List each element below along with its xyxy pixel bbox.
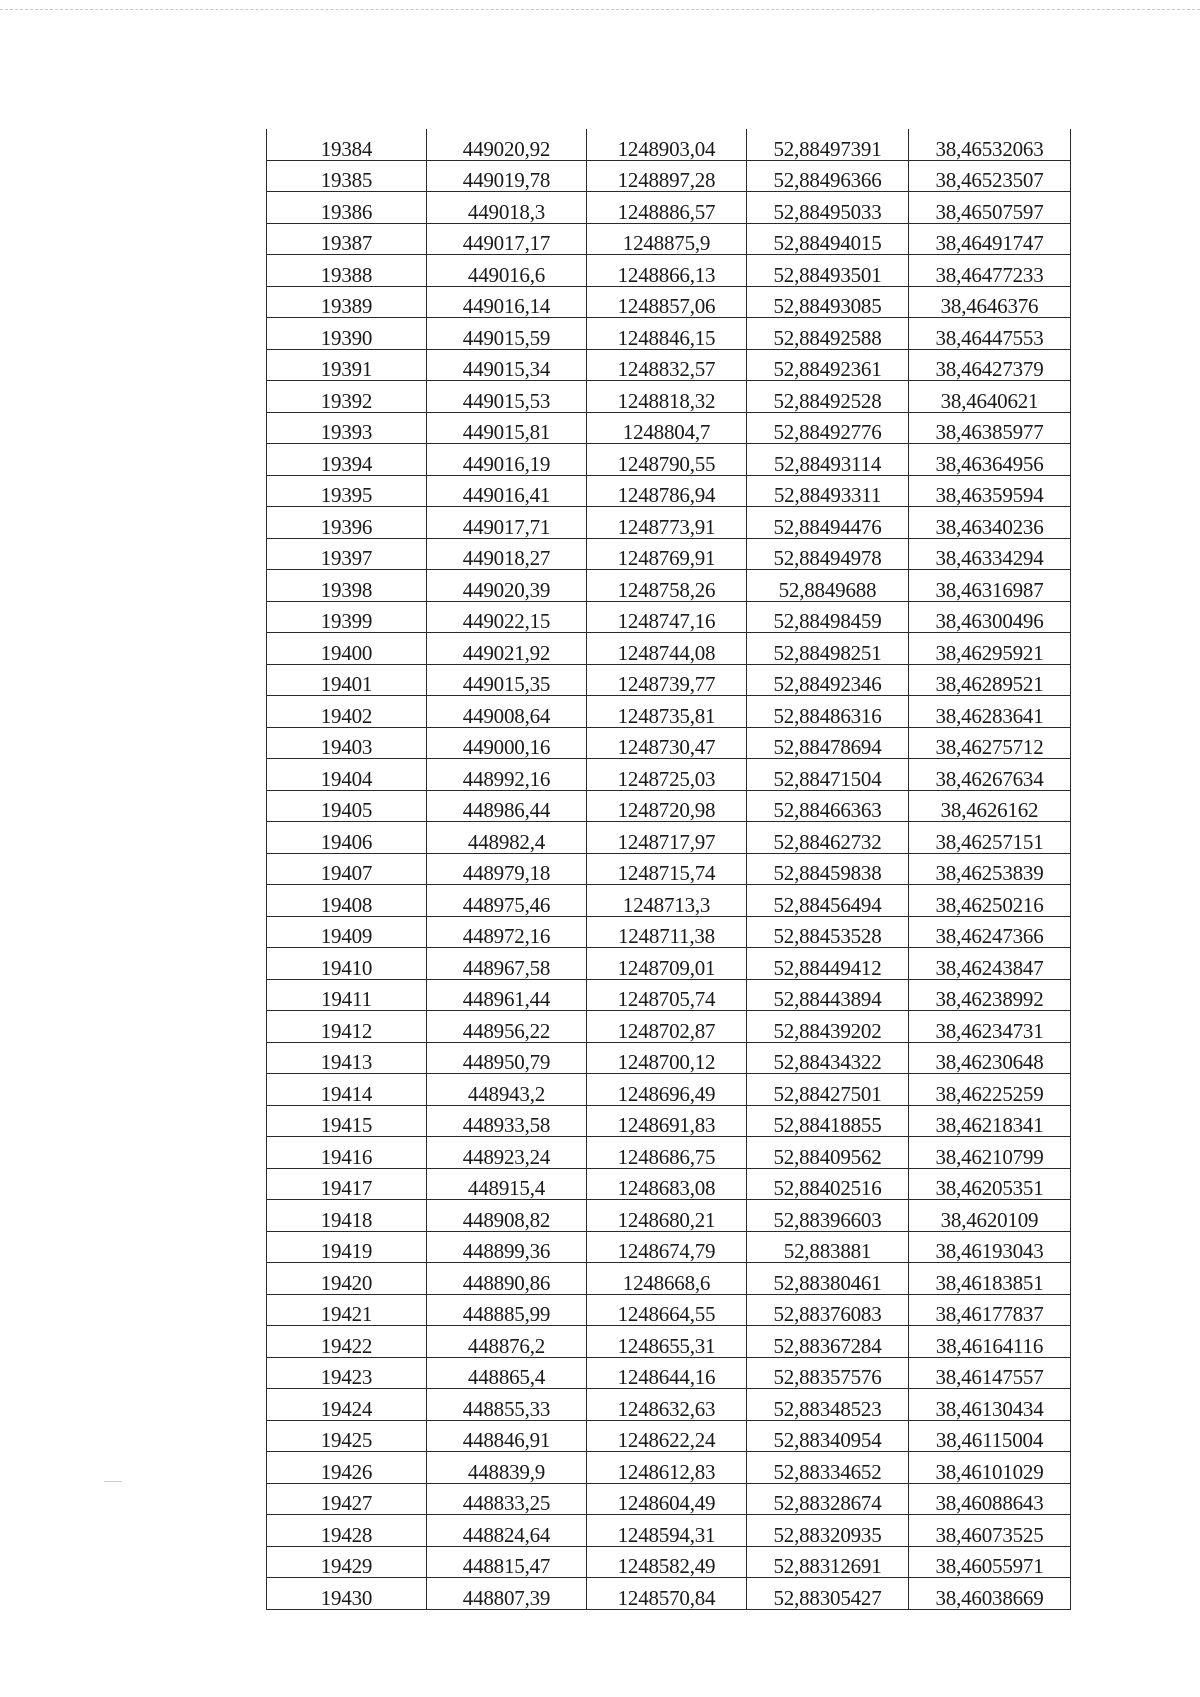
table-row xyxy=(267,790,1071,822)
latitude-cell: 52,88494476 xyxy=(747,507,909,539)
x-coordinate-cell: 449016,19 xyxy=(427,444,587,476)
table-row xyxy=(267,1231,1071,1263)
x-coordinate-cell: 449018,3 xyxy=(427,192,587,224)
y-coordinate-cell: 1248720,98 xyxy=(587,790,747,822)
x-coordinate-cell: 448876,2 xyxy=(427,1326,587,1358)
point-number-cell: 19416 xyxy=(267,1137,427,1169)
table-row xyxy=(267,412,1071,444)
longitude-cell: 38,46177837 xyxy=(909,1294,1071,1326)
longitude-cell: 38,46283641 xyxy=(909,696,1071,728)
longitude-cell: 38,46295921 xyxy=(909,633,1071,665)
table-row xyxy=(267,1137,1071,1169)
coordinates-table xyxy=(266,129,1071,1610)
point-number-cell: 19405 xyxy=(267,790,427,822)
x-coordinate-cell: 449019,78 xyxy=(427,160,587,192)
point-number-cell: 19384 xyxy=(267,129,427,160)
latitude-cell: 52,88402516 xyxy=(747,1168,909,1200)
table-row xyxy=(267,349,1071,381)
latitude-cell: 52,88453528 xyxy=(747,916,909,948)
x-coordinate-cell: 449021,92 xyxy=(427,633,587,665)
latitude-cell: 52,88492776 xyxy=(747,412,909,444)
longitude-cell: 38,46532063 xyxy=(909,129,1071,160)
table-row xyxy=(267,444,1071,476)
table-row xyxy=(267,475,1071,507)
latitude-cell: 52,88492361 xyxy=(747,349,909,381)
table-row xyxy=(267,1294,1071,1326)
longitude-cell: 38,46316987 xyxy=(909,570,1071,602)
table-row xyxy=(267,853,1071,885)
y-coordinate-cell: 1248857,06 xyxy=(587,286,747,318)
point-number-cell: 19399 xyxy=(267,601,427,633)
x-coordinate-cell: 449020,92 xyxy=(427,129,587,160)
longitude-cell: 38,46247366 xyxy=(909,916,1071,948)
longitude-cell: 38,46300496 xyxy=(909,601,1071,633)
x-coordinate-cell: 449008,64 xyxy=(427,696,587,728)
table-row xyxy=(267,1420,1071,1452)
y-coordinate-cell: 1248875,9 xyxy=(587,223,747,255)
table-row xyxy=(267,948,1071,980)
y-coordinate-cell: 1248700,12 xyxy=(587,1042,747,1074)
x-coordinate-cell: 448975,46 xyxy=(427,885,587,917)
y-coordinate-cell: 1248886,57 xyxy=(587,192,747,224)
x-coordinate-cell: 448933,58 xyxy=(427,1105,587,1137)
table-row xyxy=(267,979,1071,1011)
longitude-cell: 38,46183851 xyxy=(909,1263,1071,1295)
y-coordinate-cell: 1248744,08 xyxy=(587,633,747,665)
point-number-cell: 19388 xyxy=(267,255,427,287)
x-coordinate-cell: 448950,79 xyxy=(427,1042,587,1074)
point-number-cell: 19422 xyxy=(267,1326,427,1358)
x-coordinate-cell: 448855,33 xyxy=(427,1389,587,1421)
y-coordinate-cell: 1248709,01 xyxy=(587,948,747,980)
latitude-cell: 52,88443894 xyxy=(747,979,909,1011)
point-number-cell: 19387 xyxy=(267,223,427,255)
longitude-cell: 38,46385977 xyxy=(909,412,1071,444)
x-coordinate-cell: 449015,35 xyxy=(427,664,587,696)
longitude-cell: 38,46230648 xyxy=(909,1042,1071,1074)
longitude-cell: 38,46073525 xyxy=(909,1515,1071,1547)
x-coordinate-cell: 448908,82 xyxy=(427,1200,587,1232)
longitude-cell: 38,46218341 xyxy=(909,1105,1071,1137)
y-coordinate-cell: 1248680,21 xyxy=(587,1200,747,1232)
x-coordinate-cell: 448824,64 xyxy=(427,1515,587,1547)
table-row xyxy=(267,885,1071,917)
table-row xyxy=(267,255,1071,287)
y-coordinate-cell: 1248668,6 xyxy=(587,1263,747,1295)
longitude-cell: 38,46115004 xyxy=(909,1420,1071,1452)
latitude-cell: 52,88466363 xyxy=(747,790,909,822)
scan-edge-line xyxy=(0,9,1200,10)
y-coordinate-cell: 1248570,84 xyxy=(587,1578,747,1610)
latitude-cell: 52,88434322 xyxy=(747,1042,909,1074)
y-coordinate-cell: 1248747,16 xyxy=(587,601,747,633)
latitude-cell: 52,88494015 xyxy=(747,223,909,255)
point-number-cell: 19407 xyxy=(267,853,427,885)
point-number-cell: 19389 xyxy=(267,286,427,318)
y-coordinate-cell: 1248594,31 xyxy=(587,1515,747,1547)
x-coordinate-cell: 448846,91 xyxy=(427,1420,587,1452)
x-coordinate-cell: 448807,39 xyxy=(427,1578,587,1610)
point-number-cell: 19426 xyxy=(267,1452,427,1484)
latitude-cell: 52,88493501 xyxy=(747,255,909,287)
longitude-cell: 38,46147557 xyxy=(909,1357,1071,1389)
table-row xyxy=(267,1483,1071,1515)
point-number-cell: 19404 xyxy=(267,759,427,791)
latitude-cell: 52,88486316 xyxy=(747,696,909,728)
longitude-cell: 38,46507597 xyxy=(909,192,1071,224)
point-number-cell: 19424 xyxy=(267,1389,427,1421)
latitude-cell: 52,88493114 xyxy=(747,444,909,476)
point-number-cell: 19414 xyxy=(267,1074,427,1106)
latitude-cell: 52,88439202 xyxy=(747,1011,909,1043)
y-coordinate-cell: 1248786,94 xyxy=(587,475,747,507)
latitude-cell: 52,88456494 xyxy=(747,885,909,917)
x-coordinate-cell: 449017,71 xyxy=(427,507,587,539)
x-coordinate-cell: 448979,18 xyxy=(427,853,587,885)
table-row xyxy=(267,570,1071,602)
y-coordinate-cell: 1248790,55 xyxy=(587,444,747,476)
y-coordinate-cell: 1248683,08 xyxy=(587,1168,747,1200)
longitude-cell: 38,46130434 xyxy=(909,1389,1071,1421)
y-coordinate-cell: 1248769,91 xyxy=(587,538,747,570)
longitude-cell: 38,4640621 xyxy=(909,381,1071,413)
table-row xyxy=(267,538,1071,570)
x-coordinate-cell: 448961,44 xyxy=(427,979,587,1011)
longitude-cell: 38,46238992 xyxy=(909,979,1071,1011)
y-coordinate-cell: 1248655,31 xyxy=(587,1326,747,1358)
y-coordinate-cell: 1248717,97 xyxy=(587,822,747,854)
x-coordinate-cell: 448915,4 xyxy=(427,1168,587,1200)
longitude-cell: 38,46253839 xyxy=(909,853,1071,885)
latitude-cell: 52,88493085 xyxy=(747,286,909,318)
point-number-cell: 19395 xyxy=(267,475,427,507)
table-row xyxy=(267,696,1071,728)
x-coordinate-cell: 449020,39 xyxy=(427,570,587,602)
longitude-cell: 38,46205351 xyxy=(909,1168,1071,1200)
longitude-cell: 38,46289521 xyxy=(909,664,1071,696)
longitude-cell: 38,46088643 xyxy=(909,1483,1071,1515)
x-coordinate-cell: 449018,27 xyxy=(427,538,587,570)
x-coordinate-cell: 448986,44 xyxy=(427,790,587,822)
table-row xyxy=(267,1452,1071,1484)
latitude-cell: 52,88328674 xyxy=(747,1483,909,1515)
longitude-cell: 38,46210799 xyxy=(909,1137,1071,1169)
latitude-cell: 52,88305427 xyxy=(747,1578,909,1610)
longitude-cell: 38,46359594 xyxy=(909,475,1071,507)
x-coordinate-cell: 448815,47 xyxy=(427,1546,587,1578)
y-coordinate-cell: 1248715,74 xyxy=(587,853,747,885)
y-coordinate-cell: 1248730,47 xyxy=(587,727,747,759)
latitude-cell: 52,88418855 xyxy=(747,1105,909,1137)
longitude-cell: 38,46427379 xyxy=(909,349,1071,381)
longitude-cell: 38,46055971 xyxy=(909,1546,1071,1578)
latitude-cell: 52,88497391 xyxy=(747,129,909,160)
x-coordinate-cell: 448992,16 xyxy=(427,759,587,791)
table-row xyxy=(267,1042,1071,1074)
y-coordinate-cell: 1248897,28 xyxy=(587,160,747,192)
longitude-cell: 38,46340236 xyxy=(909,507,1071,539)
y-coordinate-cell: 1248674,79 xyxy=(587,1231,747,1263)
latitude-cell: 52,88312691 xyxy=(747,1546,909,1578)
longitude-cell: 38,46234731 xyxy=(909,1011,1071,1043)
y-coordinate-cell: 1248866,13 xyxy=(587,255,747,287)
latitude-cell: 52,88340954 xyxy=(747,1420,909,1452)
x-coordinate-cell: 449015,53 xyxy=(427,381,587,413)
table-row xyxy=(267,759,1071,791)
x-coordinate-cell: 448865,4 xyxy=(427,1357,587,1389)
point-number-cell: 19403 xyxy=(267,727,427,759)
latitude-cell: 52,88462732 xyxy=(747,822,909,854)
y-coordinate-cell: 1248739,77 xyxy=(587,664,747,696)
latitude-cell: 52,88471504 xyxy=(747,759,909,791)
point-number-cell: 19409 xyxy=(267,916,427,948)
x-coordinate-cell: 448956,22 xyxy=(427,1011,587,1043)
longitude-cell: 38,46364956 xyxy=(909,444,1071,476)
x-coordinate-cell: 449022,15 xyxy=(427,601,587,633)
longitude-cell: 38,4626162 xyxy=(909,790,1071,822)
table-row xyxy=(267,1357,1071,1389)
latitude-cell: 52,88380461 xyxy=(747,1263,909,1295)
point-number-cell: 19410 xyxy=(267,948,427,980)
y-coordinate-cell: 1248632,63 xyxy=(587,1389,747,1421)
x-coordinate-cell: 449015,81 xyxy=(427,412,587,444)
point-number-cell: 19393 xyxy=(267,412,427,444)
x-coordinate-cell: 449000,16 xyxy=(427,727,587,759)
y-coordinate-cell: 1248702,87 xyxy=(587,1011,747,1043)
longitude-cell: 38,46477233 xyxy=(909,255,1071,287)
x-coordinate-cell: 448943,2 xyxy=(427,1074,587,1106)
latitude-cell: 52,88495033 xyxy=(747,192,909,224)
y-coordinate-cell: 1248696,49 xyxy=(587,1074,747,1106)
point-number-cell: 19421 xyxy=(267,1294,427,1326)
x-coordinate-cell: 449015,34 xyxy=(427,349,587,381)
latitude-cell: 52,88493311 xyxy=(747,475,909,507)
longitude-cell: 38,46225259 xyxy=(909,1074,1071,1106)
point-number-cell: 19394 xyxy=(267,444,427,476)
x-coordinate-cell: 448972,16 xyxy=(427,916,587,948)
longitude-cell: 38,46267634 xyxy=(909,759,1071,791)
point-number-cell: 19401 xyxy=(267,664,427,696)
table-row xyxy=(267,1105,1071,1137)
latitude-cell: 52,88449412 xyxy=(747,948,909,980)
latitude-cell: 52,88498459 xyxy=(747,601,909,633)
y-coordinate-cell: 1248705,74 xyxy=(587,979,747,1011)
point-number-cell: 19428 xyxy=(267,1515,427,1547)
latitude-cell: 52,88357576 xyxy=(747,1357,909,1389)
table-row xyxy=(267,160,1071,192)
x-coordinate-cell: 448982,4 xyxy=(427,822,587,854)
point-number-cell: 19402 xyxy=(267,696,427,728)
longitude-cell: 38,46257151 xyxy=(909,822,1071,854)
point-number-cell: 19415 xyxy=(267,1105,427,1137)
latitude-cell: 52,88409562 xyxy=(747,1137,909,1169)
y-coordinate-cell: 1248832,57 xyxy=(587,349,747,381)
y-coordinate-cell: 1248622,24 xyxy=(587,1420,747,1452)
latitude-cell: 52,88494978 xyxy=(747,538,909,570)
latitude-cell: 52,88320935 xyxy=(747,1515,909,1547)
latitude-cell: 52,88492346 xyxy=(747,664,909,696)
table-row xyxy=(267,1546,1071,1578)
latitude-cell: 52,88492528 xyxy=(747,381,909,413)
x-coordinate-cell: 448885,99 xyxy=(427,1294,587,1326)
table-row xyxy=(267,1578,1071,1610)
point-number-cell: 19412 xyxy=(267,1011,427,1043)
longitude-cell: 38,46334294 xyxy=(909,538,1071,570)
latitude-cell: 52,88376083 xyxy=(747,1294,909,1326)
coordinates-table-body xyxy=(267,129,1071,1609)
y-coordinate-cell: 1248804,7 xyxy=(587,412,747,444)
y-coordinate-cell: 1248725,03 xyxy=(587,759,747,791)
x-coordinate-cell: 448923,24 xyxy=(427,1137,587,1169)
latitude-cell: 52,88367284 xyxy=(747,1326,909,1358)
x-coordinate-cell: 448833,25 xyxy=(427,1483,587,1515)
longitude-cell: 38,46038669 xyxy=(909,1578,1071,1610)
table-row xyxy=(267,1263,1071,1295)
y-coordinate-cell: 1248664,55 xyxy=(587,1294,747,1326)
table-row xyxy=(267,1326,1071,1358)
latitude-cell: 52,88496366 xyxy=(747,160,909,192)
y-coordinate-cell: 1248644,16 xyxy=(587,1357,747,1389)
latitude-cell: 52,88478694 xyxy=(747,727,909,759)
table-row xyxy=(267,507,1071,539)
table-row xyxy=(267,1200,1071,1232)
latitude-cell: 52,883881 xyxy=(747,1231,909,1263)
point-number-cell: 19429 xyxy=(267,1546,427,1578)
table-row xyxy=(267,223,1071,255)
point-number-cell: 19406 xyxy=(267,822,427,854)
x-coordinate-cell: 448899,36 xyxy=(427,1231,587,1263)
table-row xyxy=(267,633,1071,665)
point-number-cell: 19400 xyxy=(267,633,427,665)
point-number-cell: 19425 xyxy=(267,1420,427,1452)
table-row xyxy=(267,1074,1071,1106)
point-number-cell: 19427 xyxy=(267,1483,427,1515)
point-number-cell: 19391 xyxy=(267,349,427,381)
point-number-cell: 19390 xyxy=(267,318,427,350)
table-row xyxy=(267,318,1071,350)
point-number-cell: 19420 xyxy=(267,1263,427,1295)
table-row xyxy=(267,822,1071,854)
table-row xyxy=(267,1168,1071,1200)
y-coordinate-cell: 1248773,91 xyxy=(587,507,747,539)
y-coordinate-cell: 1248713,3 xyxy=(587,885,747,917)
table-row xyxy=(267,1389,1071,1421)
x-coordinate-cell: 448890,86 xyxy=(427,1263,587,1295)
longitude-cell: 38,46447553 xyxy=(909,318,1071,350)
latitude-cell: 52,8849688 xyxy=(747,570,909,602)
point-number-cell: 19392 xyxy=(267,381,427,413)
point-number-cell: 19418 xyxy=(267,1200,427,1232)
point-number-cell: 19386 xyxy=(267,192,427,224)
longitude-cell: 38,46523507 xyxy=(909,160,1071,192)
longitude-cell: 38,4646376 xyxy=(909,286,1071,318)
longitude-cell: 38,46275712 xyxy=(909,727,1071,759)
x-coordinate-cell: 449017,17 xyxy=(427,223,587,255)
longitude-cell: 38,46250216 xyxy=(909,885,1071,917)
table-row xyxy=(267,286,1071,318)
y-coordinate-cell: 1248818,32 xyxy=(587,381,747,413)
table-row xyxy=(267,727,1071,759)
y-coordinate-cell: 1248758,26 xyxy=(587,570,747,602)
latitude-cell: 52,88334652 xyxy=(747,1452,909,1484)
latitude-cell: 52,88427501 xyxy=(747,1074,909,1106)
point-number-cell: 19398 xyxy=(267,570,427,602)
latitude-cell: 52,88459838 xyxy=(747,853,909,885)
point-number-cell: 19423 xyxy=(267,1357,427,1389)
point-number-cell: 19385 xyxy=(267,160,427,192)
longitude-cell: 38,4620109 xyxy=(909,1200,1071,1232)
table-row xyxy=(267,129,1071,160)
y-coordinate-cell: 1248691,83 xyxy=(587,1105,747,1137)
table-row xyxy=(267,381,1071,413)
latitude-cell: 52,88498251 xyxy=(747,633,909,665)
longitude-cell: 38,46101029 xyxy=(909,1452,1071,1484)
x-coordinate-cell: 448967,58 xyxy=(427,948,587,980)
latitude-cell: 52,88396603 xyxy=(747,1200,909,1232)
x-coordinate-cell: 449016,41 xyxy=(427,475,587,507)
point-number-cell: 19419 xyxy=(267,1231,427,1263)
latitude-cell: 52,88492588 xyxy=(747,318,909,350)
y-coordinate-cell: 1248711,38 xyxy=(587,916,747,948)
table-row xyxy=(267,664,1071,696)
table-row xyxy=(267,601,1071,633)
x-coordinate-cell: 449016,6 xyxy=(427,255,587,287)
x-coordinate-cell: 449015,59 xyxy=(427,318,587,350)
y-coordinate-cell: 1248582,49 xyxy=(587,1546,747,1578)
latitude-cell: 52,88348523 xyxy=(747,1389,909,1421)
point-number-cell: 19411 xyxy=(267,979,427,1011)
point-number-cell: 19413 xyxy=(267,1042,427,1074)
longitude-cell: 38,46243847 xyxy=(909,948,1071,980)
x-coordinate-cell: 448839,9 xyxy=(427,1452,587,1484)
table-row xyxy=(267,916,1071,948)
table-row xyxy=(267,1515,1071,1547)
longitude-cell: 38,46164116 xyxy=(909,1326,1071,1358)
y-coordinate-cell: 1248604,49 xyxy=(587,1483,747,1515)
y-coordinate-cell: 1248903,04 xyxy=(587,129,747,160)
x-coordinate-cell: 449016,14 xyxy=(427,286,587,318)
longitude-cell: 38,46193043 xyxy=(909,1231,1071,1263)
point-number-cell: 19397 xyxy=(267,538,427,570)
point-number-cell: 19430 xyxy=(267,1578,427,1610)
table-row xyxy=(267,192,1071,224)
y-coordinate-cell: 1248846,15 xyxy=(587,318,747,350)
point-number-cell: 19396 xyxy=(267,507,427,539)
table-row xyxy=(267,1011,1071,1043)
y-coordinate-cell: 1248735,81 xyxy=(587,696,747,728)
point-number-cell: 19408 xyxy=(267,885,427,917)
point-number-cell: 19417 xyxy=(267,1168,427,1200)
margin-mark xyxy=(104,1481,122,1482)
longitude-cell: 38,46491747 xyxy=(909,223,1071,255)
y-coordinate-cell: 1248686,75 xyxy=(587,1137,747,1169)
y-coordinate-cell: 1248612,83 xyxy=(587,1452,747,1484)
